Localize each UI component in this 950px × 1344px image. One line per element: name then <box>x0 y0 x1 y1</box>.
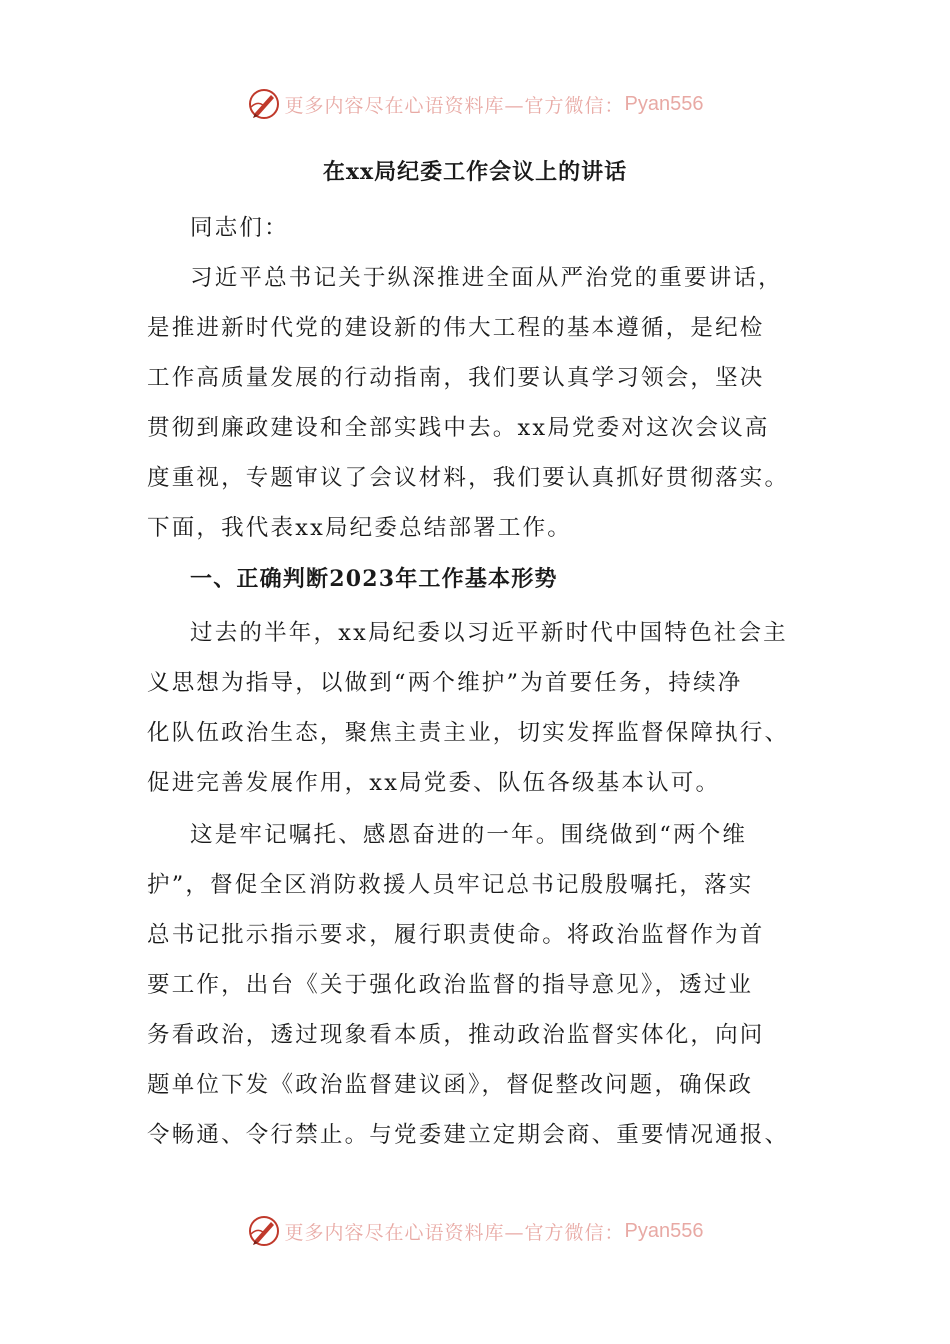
paragraph-line: 化队伍政治生态，聚焦主责主业，切实发挥监督保障执行、 <box>147 720 790 746</box>
pen-logo-icon <box>247 1214 281 1248</box>
watermark-wechat-id: Pyan556 <box>624 1219 704 1242</box>
paragraph-line: 要工作，出台《关于强化政治监督的指导意见》，透过业 <box>147 972 754 998</box>
section-heading: 一、正确判断2023年工作基本形势 <box>190 566 558 592</box>
watermark-text: 更多内容尽在心语资料库—官方微信： <box>284 1221 625 1244</box>
paragraph-line: 是推进新时代党的建设新的伟大工程的基本遵循，是纪检 <box>147 315 765 341</box>
paragraph-line: 护”，督促全区消防救援人员牢记总书记殷殷嘱托，落实 <box>147 872 754 898</box>
paragraph-line: 题单位下发《政治监督建议函》，督促整改问题，确保政 <box>147 1072 754 1098</box>
paragraph-line: 过去的半年，xx局纪委以习近平新时代中国特色社会主 <box>190 620 788 646</box>
watermark-wechat-id: Pyan556 <box>624 92 704 115</box>
salutation: 同志们： <box>190 215 289 241</box>
paragraph-line: 总书记批示指示要求，履行职责使命。将政治监督作为首 <box>147 922 765 948</box>
document-title: 在xx局纪委工作会议上的讲话 <box>322 159 628 185</box>
paragraph-line: 下面，我代表xx局纪委总结部署工作。 <box>147 515 572 541</box>
watermark-footer <box>0 1211 950 1251</box>
paragraph-line: 这是牢记嘱托、感恩奋进的一年。围绕做到“两个维 <box>190 822 748 848</box>
paragraph-line: 令畅通、令行禁止。与党委建立定期会商、重要情况通报、 <box>147 1122 790 1148</box>
paragraph-line: 习近平总书记关于纵深推进全面从严治党的重要讲话， <box>190 265 783 291</box>
paragraph-line: 贯彻到廉政建设和全部实践中去。xx局党委对这次会议高 <box>147 415 770 441</box>
paragraph-line: 度重视，专题审议了会议材料，我们要认真抓好贯彻落实。 <box>147 465 790 491</box>
pen-logo-icon <box>247 87 281 121</box>
paragraph-line: 工作高质量发展的行动指南，我们要认真学习领会，坚决 <box>147 365 765 391</box>
paragraph-line: 务看政治，透过现象看本质，推动政治监督实体化，向问 <box>147 1022 765 1048</box>
paragraph-line: 促进完善发展作用，xx局党委、队伍各级基本认可。 <box>147 770 721 796</box>
paragraph-line: 义思想为指导，以做到“两个维护”为首要任务，持续净 <box>147 670 743 696</box>
watermark-text: 更多内容尽在心语资料库—官方微信： <box>284 94 625 117</box>
watermark-header <box>0 84 950 124</box>
